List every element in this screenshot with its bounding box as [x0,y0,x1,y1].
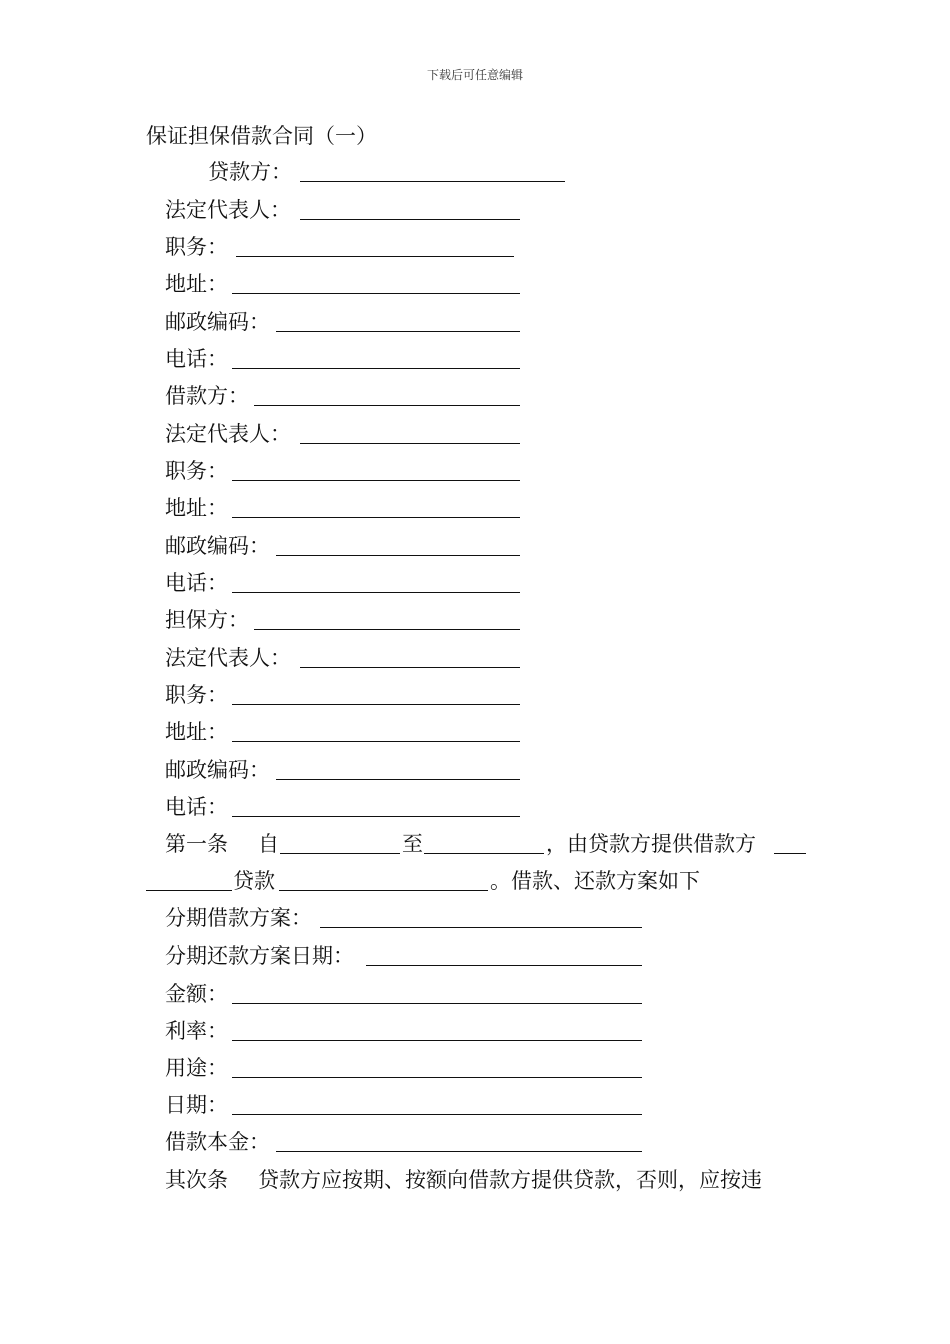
lender-postcode-label: 邮政编码： [165,310,270,334]
article2-label: 其次条 [165,1168,228,1192]
rate-blank [232,1040,642,1041]
article1-provide: ，由贷款方提供借款方 [546,832,756,856]
lender-postcode-blank [276,331,520,332]
article1-from: 自 [258,832,279,856]
repay-date-blank [366,965,642,966]
guarantor-blank [254,629,520,630]
borrower-rep-label: 法定代表人： [165,422,291,446]
page-header-note: 下载后可任意编辑 [426,68,523,82]
lender-rep-blank [300,219,520,220]
rate-label: 利率： [165,1019,228,1043]
contract-title: 保证担保借款合同（一） [146,124,377,148]
article2-text: 贷款方应按期、按额向借款方提供贷款，否则，应按违 [258,1168,762,1192]
principal-blank [276,1151,642,1152]
borrower-phone-label: 电话： [165,571,228,595]
borrower-postcode-label: 邮政编码： [165,534,270,558]
lender-position-blank [236,256,514,257]
repay-date-label: 分期还款方案日期： [165,944,354,968]
lender-phone-label: 电话： [165,347,228,371]
lender-position-label: 职务： [165,235,228,259]
borrower-blank [254,405,520,406]
purpose-blank [232,1077,642,1078]
article1-loan: 贷款 [233,869,275,893]
lender-phone-blank [232,368,520,369]
borrower-position-blank [232,480,520,481]
guarantor-phone-blank [232,816,520,817]
guarantor-address-label: 地址： [165,720,228,744]
guarantor-position-label: 职务： [165,683,228,707]
borrow-plan-blank [320,927,642,928]
article1-borrower-blank-cont [146,890,232,891]
article1-to-blank [424,853,544,854]
borrower-address-label: 地址： [165,496,228,520]
article1-plan: 。借款、还款方案如下 [490,869,700,893]
guarantor-postcode-label: 邮政编码： [165,758,270,782]
amount-blank [232,1003,642,1004]
lender-blank [300,181,565,182]
borrow-plan-label: 分期借款方案： [165,906,312,930]
borrower-label: 借款方： [165,384,249,408]
date-label: 日期： [165,1093,228,1117]
guarantor-postcode-blank [276,779,520,780]
amount-label: 金额： [165,982,228,1006]
borrower-address-blank [232,517,520,518]
principal-label: 借款本金： [165,1130,270,1154]
lender-rep-label: 法定代表人： [165,198,291,222]
lender-label: 贷款方： [208,160,292,184]
guarantor-rep-label: 法定代表人： [165,646,291,670]
borrower-phone-blank [232,592,520,593]
article1-loan-blank [279,890,488,891]
lender-address-blank [232,293,520,294]
guarantor-label: 担保方： [165,608,249,632]
purpose-label: 用途： [165,1056,228,1080]
guarantor-position-blank [232,704,520,705]
article1-borrower-blank [774,853,806,854]
guarantor-rep-blank [300,667,520,668]
borrower-postcode-blank [276,555,520,556]
guarantor-phone-label: 电话： [165,795,228,819]
article1-label: 第一条 [165,832,228,856]
lender-address-label: 地址： [165,272,228,296]
article1-from-blank [280,853,400,854]
date-blank [232,1114,642,1115]
guarantor-address-blank [232,741,520,742]
article1-to: 至 [402,832,423,856]
borrower-position-label: 职务： [165,459,228,483]
borrower-rep-blank [300,443,520,444]
